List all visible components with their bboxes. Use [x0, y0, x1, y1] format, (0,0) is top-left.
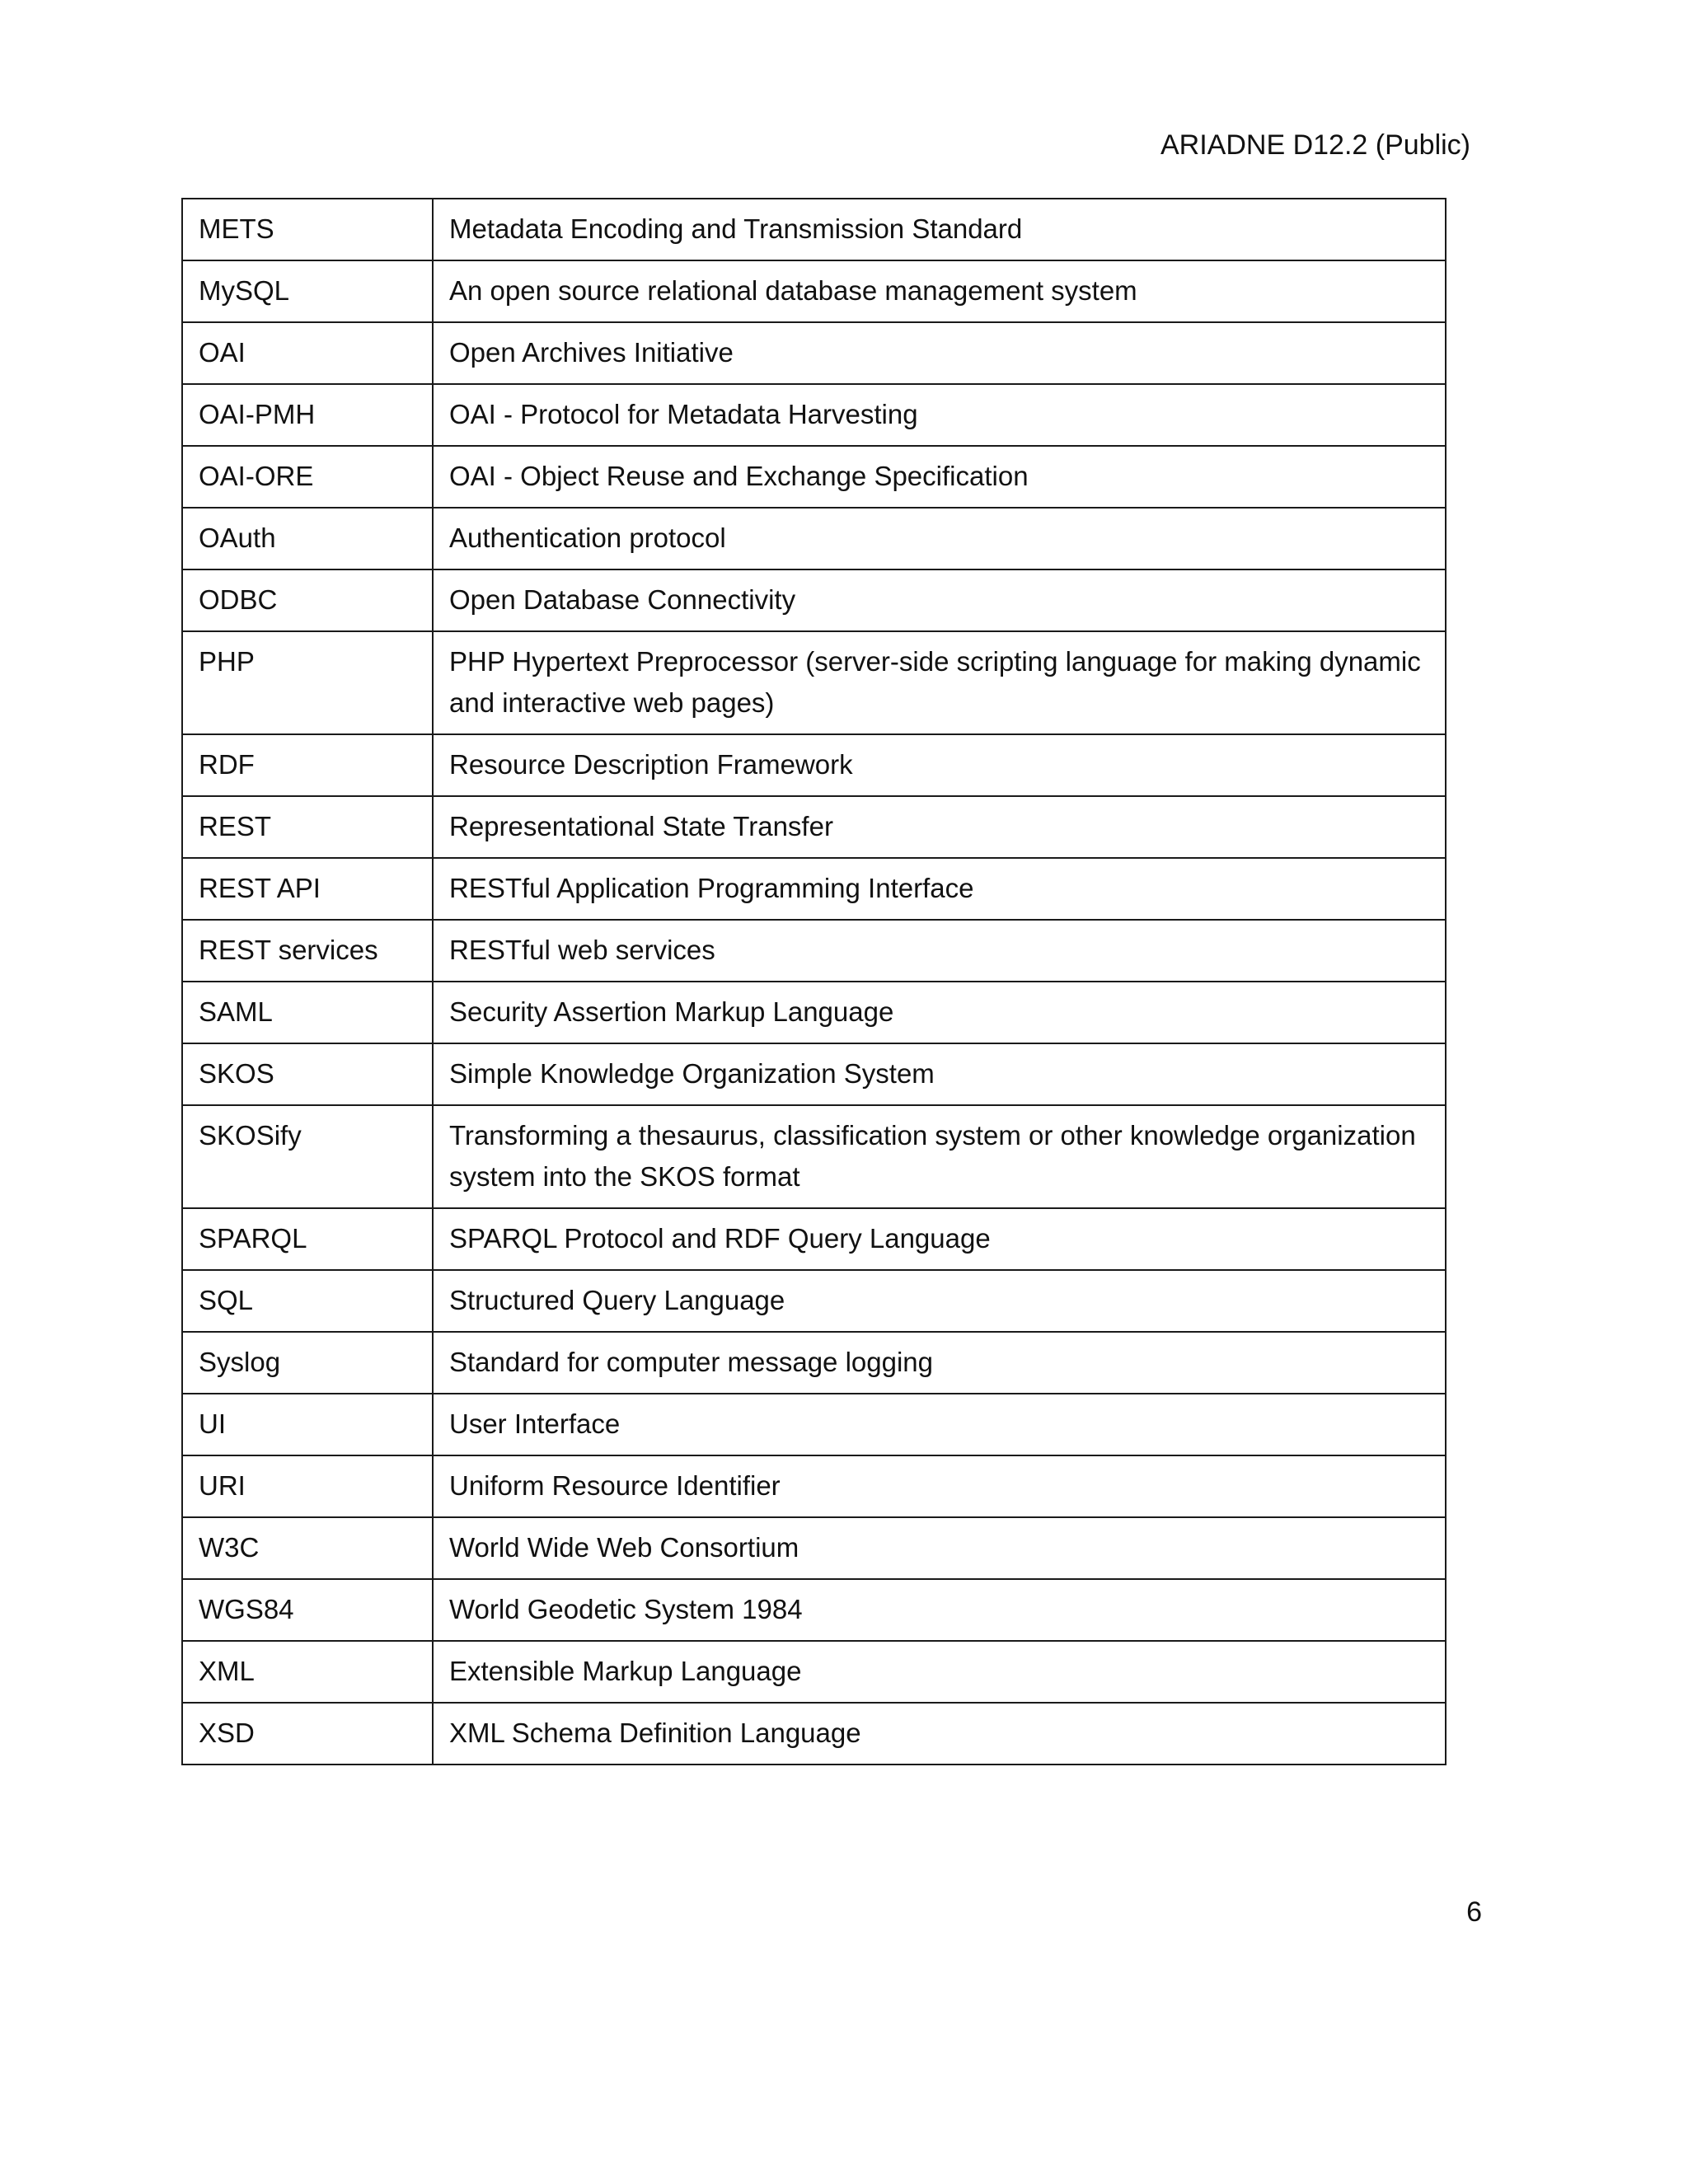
abbreviation-definition: OAI - Protocol for Metadata Harvesting	[433, 384, 1446, 446]
table-row	[182, 796, 1446, 858]
table-row	[182, 920, 1446, 982]
abbreviation-term: OAI-PMH	[182, 384, 433, 446]
table-row	[182, 322, 1446, 384]
table-row	[182, 1641, 1446, 1703]
table-row	[182, 1270, 1446, 1332]
abbreviation-definition: Standard for computer message logging	[433, 1332, 1446, 1394]
table-row	[182, 1208, 1446, 1270]
document-header: ARIADNE D12.2 (Public)	[1160, 129, 1470, 161]
table-row	[182, 446, 1446, 508]
abbreviation-term: Syslog	[182, 1332, 433, 1394]
abbreviation-term: XML	[182, 1641, 433, 1703]
abbreviation-definition: Simple Knowledge Organization System	[433, 1043, 1446, 1105]
table-row	[182, 569, 1446, 631]
table-row	[182, 1105, 1446, 1208]
abbreviation-term: URI	[182, 1455, 433, 1517]
abbreviation-definition: SPARQL Protocol and RDF Query Language	[433, 1208, 1446, 1270]
abbreviation-definition: OAI - Object Reuse and Exchange Specification	[433, 446, 1446, 508]
abbreviation-term: REST API	[182, 858, 433, 920]
table-row	[182, 982, 1446, 1043]
table-row	[182, 1703, 1446, 1765]
abbreviation-term: REST services	[182, 920, 433, 982]
abbreviation-term: SKOSify	[182, 1105, 433, 1208]
table-row	[182, 631, 1446, 734]
table-row	[182, 1394, 1446, 1455]
table-row	[182, 1517, 1446, 1579]
abbreviation-definition: XML Schema Definition Language	[433, 1703, 1446, 1765]
abbreviation-term: SAML	[182, 982, 433, 1043]
table-row	[182, 734, 1446, 796]
abbreviation-definition: Resource Description Framework	[433, 734, 1446, 796]
abbreviation-term: SQL	[182, 1270, 433, 1332]
abbreviations-table-body	[182, 199, 1446, 1765]
abbreviation-definition: Open Database Connectivity	[433, 569, 1446, 631]
page-number: 6	[1466, 1896, 1482, 1928]
abbreviation-definition: Uniform Resource Identifier	[433, 1455, 1446, 1517]
abbreviation-definition: Metadata Encoding and Transmission Standard	[433, 199, 1446, 260]
abbreviation-definition: RESTful web services	[433, 920, 1446, 982]
abbreviation-definition: Structured Query Language	[433, 1270, 1446, 1332]
abbreviation-definition: Open Archives Initiative	[433, 322, 1446, 384]
table-row	[182, 384, 1446, 446]
abbreviation-definition: World Geodetic System 1984	[433, 1579, 1446, 1641]
abbreviations-table	[181, 198, 1447, 1765]
abbreviation-term: OAI-ORE	[182, 446, 433, 508]
abbreviation-term: PHP	[182, 631, 433, 734]
abbreviation-term: SKOS	[182, 1043, 433, 1105]
abbreviation-definition: Extensible Markup Language	[433, 1641, 1446, 1703]
table-row	[182, 508, 1446, 569]
table-row	[182, 1579, 1446, 1641]
abbreviation-definition: World Wide Web Consortium	[433, 1517, 1446, 1579]
abbreviation-term: METS	[182, 199, 433, 260]
abbreviation-definition: PHP Hypertext Preprocessor (server-side scripting language for making dynamic and interactive web pages)	[433, 631, 1446, 734]
abbreviation-term: UI	[182, 1394, 433, 1455]
table-row	[182, 1332, 1446, 1394]
abbreviation-definition: RESTful Application Programming Interface	[433, 858, 1446, 920]
abbreviation-definition: User Interface	[433, 1394, 1446, 1455]
abbreviation-term: OAI	[182, 322, 433, 384]
abbreviation-definition: Representational State Transfer	[433, 796, 1446, 858]
abbreviation-term: REST	[182, 796, 433, 858]
table-row	[182, 1455, 1446, 1517]
abbreviation-definition: Transforming a thesaurus, classification system or other knowledge organization system into the SKOS format	[433, 1105, 1446, 1208]
abbreviation-term: WGS84	[182, 1579, 433, 1641]
abbreviation-term: OAuth	[182, 508, 433, 569]
table-row	[182, 199, 1446, 260]
abbreviation-definition: Authentication protocol	[433, 508, 1446, 569]
table-row	[182, 1043, 1446, 1105]
table-row	[182, 858, 1446, 920]
abbreviation-term: SPARQL	[182, 1208, 433, 1270]
abbreviation-term: RDF	[182, 734, 433, 796]
abbreviation-term: XSD	[182, 1703, 433, 1765]
abbreviation-definition: An open source relational database management system	[433, 260, 1446, 322]
table-row	[182, 260, 1446, 322]
abbreviation-term: W3C	[182, 1517, 433, 1579]
abbreviation-term: MySQL	[182, 260, 433, 322]
abbreviation-definition: Security Assertion Markup Language	[433, 982, 1446, 1043]
abbreviation-term: ODBC	[182, 569, 433, 631]
